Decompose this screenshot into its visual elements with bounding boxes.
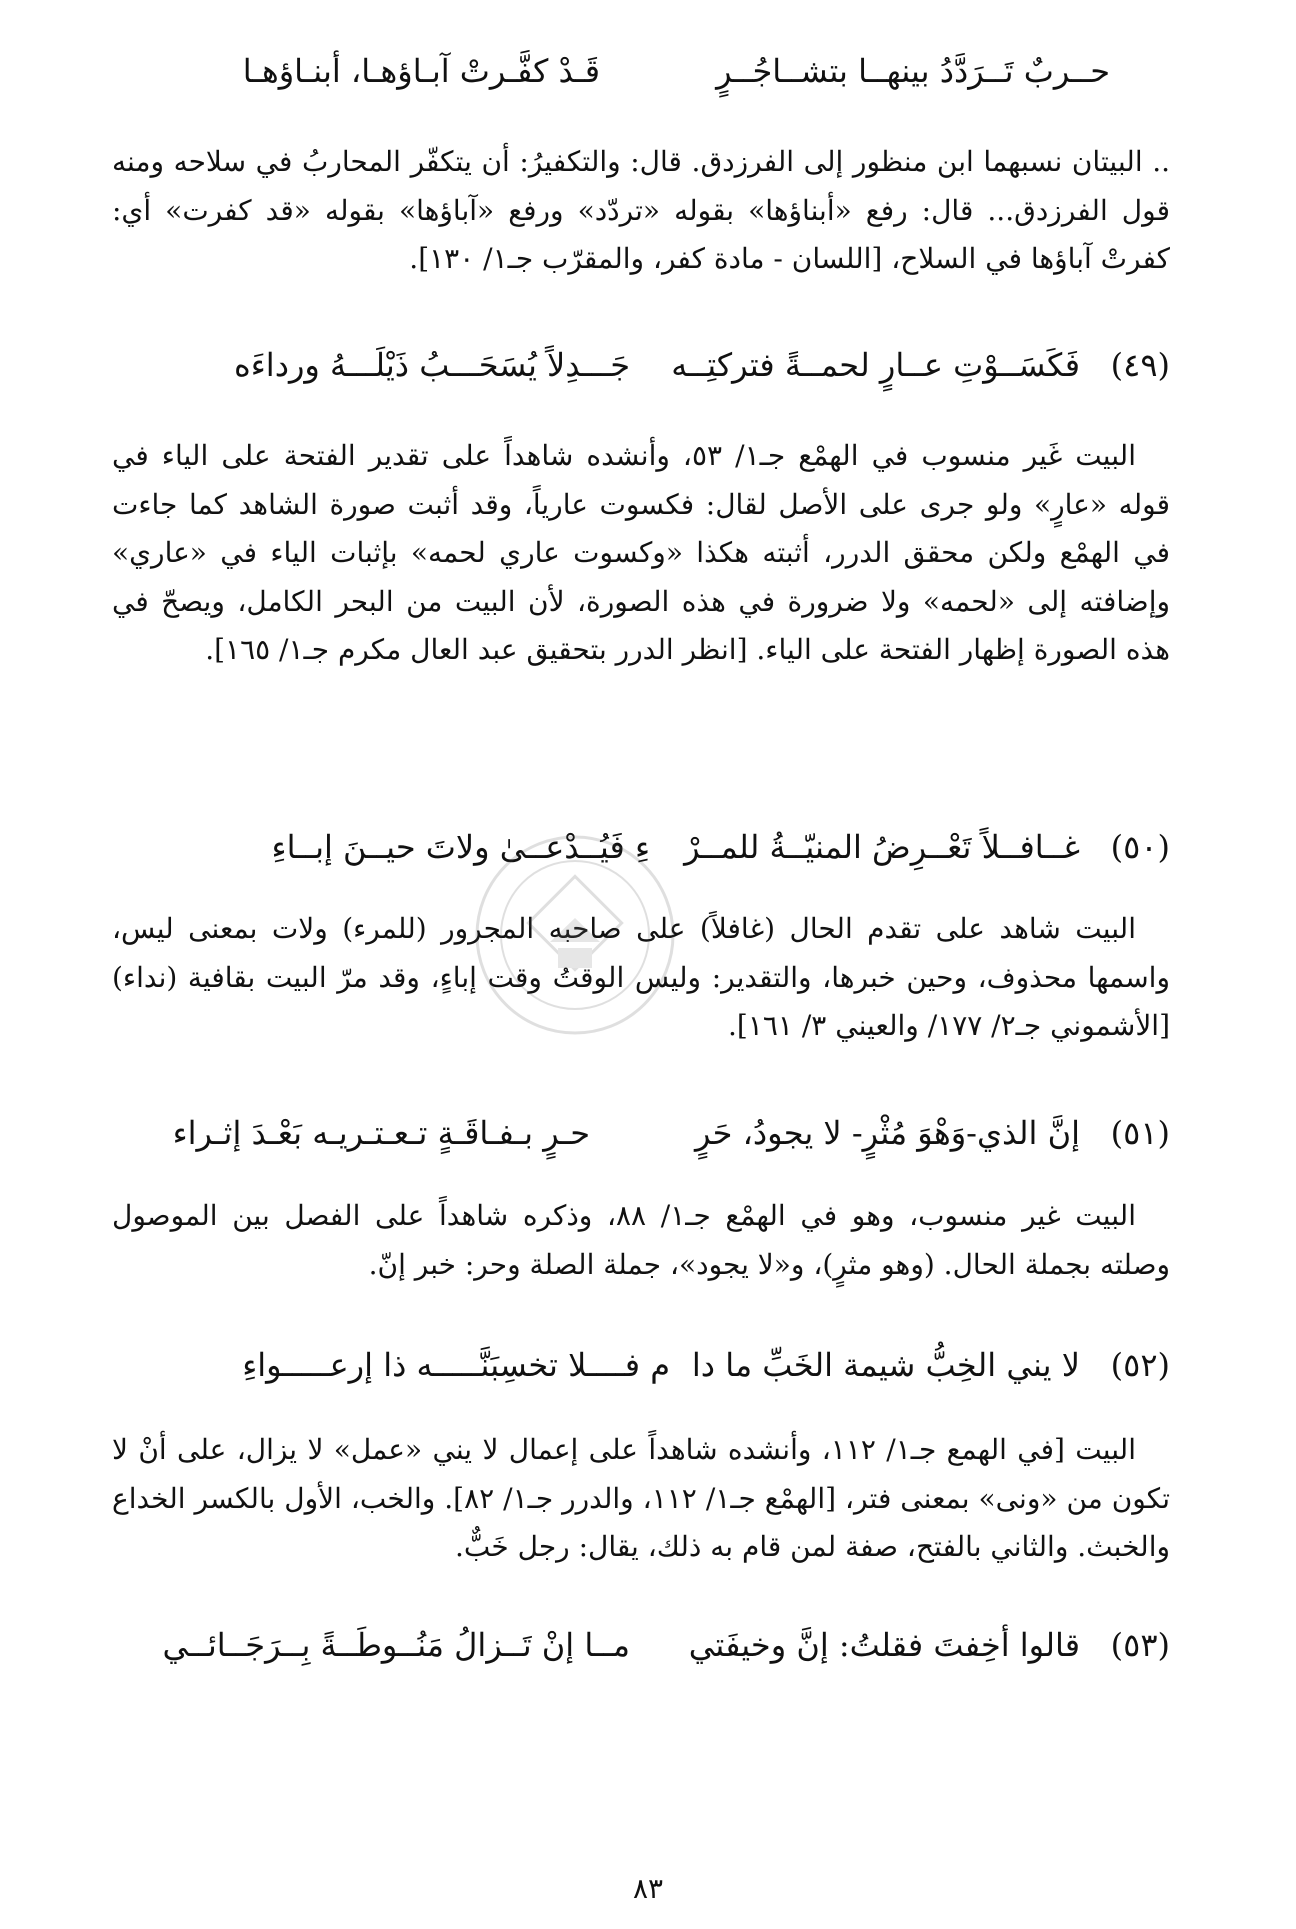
verse-number: (٥١) [1110,1114,1170,1152]
verse-number: (٥٠) [1110,828,1170,866]
verse-hemistich-2: حـرٍ بـفـاقَـةٍ تـعـتـريـه بَعْـدَ إثـراء [172,1114,590,1152]
verse-number: (٥٣) [1110,1626,1170,1664]
verse-number: (٥٢) [1110,1346,1170,1384]
commentary-text: البيت غير منسوب، وهو في الهمْع جـ١/ ٨٨، وذكره شاهداً على الفصل بين الموصول وصلته بجملة الحال. (وهو مثرٍ)، و«لا يجود»، جملة الصلة وحر: خبر إنّ. [112,1199,1170,1281]
commentary-text: البيت غَير منسوب في الهمْع جـ١/ ٥٣، وأنشده شاهداً على تقدير الفتحة على الياء في قوله «عارٍ» ولو جرى على الأصل لقال: فكسوت عارياً، وقد أثبت صورة الشاهد كما جاءت في الهمْع ولكن محقق الدرر، أثبته هكذا «وكسوت عاري لحمه» بإثبات الياء في «عاري» وإضافته إلى «لحمه» ولا ضرورة في هذه الصورة، لأن البيت من البحر الكامل، ويصحّ في هذه الصورة إظهار الفتحة على الياء. [انظر الدرر بتحقيق عبد العال مكرم جـ١/ ١٦٥]. [112,439,1170,666]
verse-top-hemistich-2: قَـدْ كفَّـرتْ آبـاؤهـا، أبنـاؤهـا [242,52,600,90]
page-number: ٨٣ [632,1872,664,1905]
verse-hemistich-2: م فــــلا تخسِبَنَّـــــه ذا إرعـــــواءِ [242,1346,670,1384]
verse-hemistich-1: فَكَسَــوْتِ عــارٍ لحمــةً فتركتِــه [671,346,1080,384]
note-top-verse [112,138,1170,284]
verse-hemistich-1: غــافــلاً تَعْــرِضُ المنيّــةُ للمــرْ [684,828,1080,866]
verse-52 [112,1338,1170,1392]
verse-53 [112,1618,1170,1672]
verse-top [112,44,1170,98]
verse-hemistich-2: ءِ فَيُــدْعــىٰ ولاتَ حيــنَ إبــاءِ [271,828,650,866]
commentary-51 [112,1192,1170,1289]
verse-hemistich-2: جَـــدِلاً يُسَحَـــبُ ذَيْلَـــهُ ورداءَه [233,346,630,384]
verse-51 [112,1106,1170,1160]
note-top-text: .. البيتان نسبهما ابن منظور إلى الفرزدق. قال: والتكفيرُ: أن يتكفّر المحاربُ في سلاحه ومنه قول الفرزدق... قال: رفع «أبناؤها» بقوله «تردّد» ورفع «آباؤها» بقوله «قد كفرت» أي: كفرتْ آباؤها في السلاح، [اللسان - مادة كفر، والمقرّب جـ١/ ١٣٠]. [112,145,1170,275]
commentary-52 [112,1426,1170,1572]
verse-49 [112,338,1170,392]
library-stamp-watermark [470,830,680,1040]
verse-hemistich-2: مــا إنْ تَــزالُ مَنُــوطَــةً بِــرَجَــائــي [162,1626,630,1664]
commentary-text: البيت [في الهمع جـ١/ ١١٢، وأنشده شاهداً على إعمال لا يني «عمل» لا يزال، على أنْ لا تكون من «ونى» بمعنى فتر، [الهمْع جـ١/ ١١٢، والدرر جـ١/ ٨٢]. والخب، الأول بالكسر الخداع والخبث. والثاني بالفتح، صفة لمن قام به ذلك، يقال: رجل خَبٌّ. [112,1433,1171,1563]
verse-hemistich-1: لا يني الخِبُّ شيمة الخَبِّ ما دا [691,1346,1080,1384]
commentary-text: البيت شاهد على تقدم الحال (غافلاً) على صاحبه المجرور (للمرء) ولات بمعنى ليس، واسمها محذوف، وحين خبرها، والتقدير: وليس الوقتُ وقت إباءٍ، وقد مرّ البيت بقافية (نداء) [الأشموني جـ٢/ ١٧٧/ والعيني ٣/ ١٦١]. [112,912,1170,1042]
commentary-49 [112,432,1170,675]
verse-top-hemistich-1: حــربٌ تَــرَدَّدُ بينهــا بتشــاجُــرٍ [716,52,1110,90]
verse-number: (٤٩) [1110,346,1170,384]
verse-hemistich-1: قالوا أخِفتَ فقلتُ: إنَّ وخيفَتي [688,1626,1080,1664]
verse-hemistich-1: إنَّ الذي-وَهْوَ مُثْرٍ- لا يجودُ، حَرٍ [694,1114,1080,1152]
